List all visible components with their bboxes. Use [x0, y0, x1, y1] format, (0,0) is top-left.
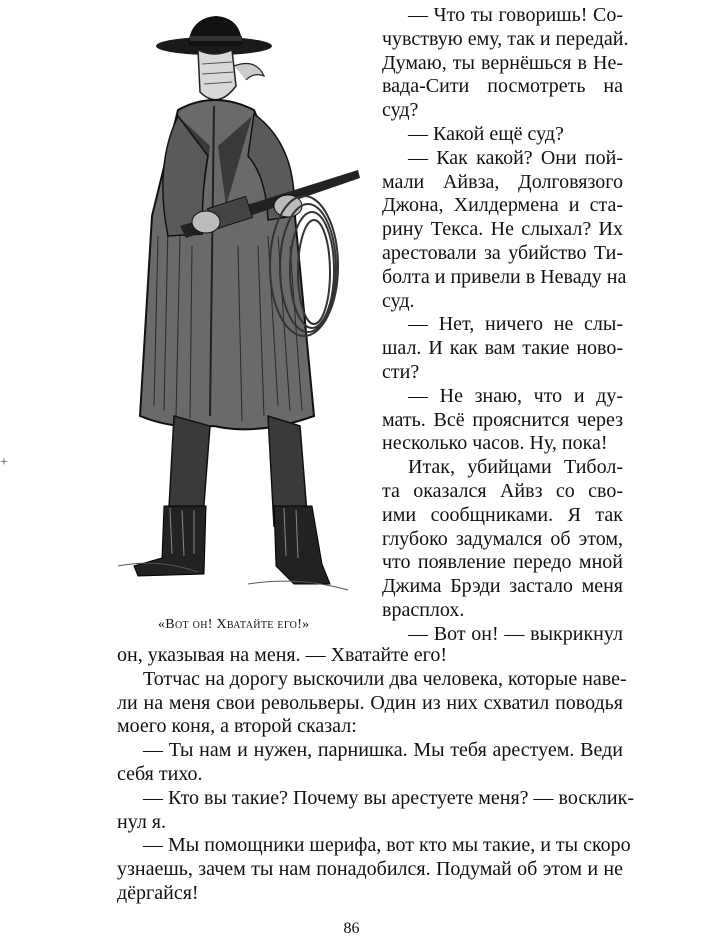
text-line: врасплох. [382, 599, 465, 621]
text-line: ли на меня свои револьверы. Один из них схватил поводья [117, 691, 623, 714]
text-line: болта и привели в Неваду на [382, 265, 627, 288]
text-line: — Мы помощники шерифа, вот кто мы такие, и ты скоро [143, 834, 631, 857]
text-line: узнаешь, зачем ты нам понадобился. Подумай об этом и не [117, 858, 623, 881]
text-line: глубоко задумался об этом, [382, 527, 623, 550]
text-line: что появление передо мной [382, 551, 623, 574]
text-line: Джона, Хилдермена и ста- [382, 194, 623, 217]
text-line: дёргайся! [117, 882, 199, 904]
text-line: — Какой ещё суд? [408, 123, 564, 145]
text-line: сти? [382, 361, 420, 383]
text-line: — Кто вы такие? Почему вы арестуете меня? — восклик- [143, 786, 634, 809]
text-line: мать. Всё прояснится через [382, 408, 623, 431]
text-line: та оказался Айвз со сво- [382, 480, 623, 502]
crop-mark: + [0, 455, 8, 470]
text-line: вада-Сити посмотреть на [382, 75, 623, 98]
text-line: Джима Брэди застало меня [382, 575, 623, 598]
text-line: суд. [382, 289, 415, 312]
text-line: — Что ты говоришь! Со- [408, 4, 623, 26]
text-line: рину Текса. Не слыхал? Их [382, 218, 623, 241]
text-line: ими сообщниками. Я так [382, 503, 623, 526]
text-line: мали Айвза, Долговязого [382, 170, 623, 193]
text-line: — Нет, ничего не слы- [408, 313, 623, 336]
text-line: несколько часов. Ну, пока! [382, 432, 608, 455]
cowboy-with-rifle-illustration [118, 6, 380, 606]
text-line: суд? [382, 99, 419, 122]
text-line: Думаю, ты вернёшься в Не- [382, 51, 623, 74]
text-line: он, указывая на меня. — Хватайте его! [117, 644, 448, 666]
text-line: арестовали за убийство Ти- [382, 242, 623, 264]
text-line: нул я. [117, 810, 167, 833]
text-line: себя тихо. [117, 763, 203, 785]
page-number: 86 [343, 920, 360, 937]
text-line: шал. И как вам такие ново- [382, 337, 623, 360]
text-line: чувствую ему, так и передай. [382, 27, 629, 50]
text-line: — Не знаю, что и ду- [408, 384, 623, 407]
text-line: — Ты нам и нужен, парнишка. Мы тебя арестуем. Веди [143, 739, 623, 762]
text-line: Тотчас на дорогу выскочили два человека, которые наве- [143, 667, 627, 690]
illustration-caption: «Вот он! Хватайте его!» [158, 617, 310, 632]
text-line: Итак, убийцами Тибол- [408, 456, 623, 479]
text-line: — Вот он! — выкрикнул [408, 622, 623, 645]
text-line: моего коня, а второй сказал: [117, 715, 357, 738]
text-line: — Как какой? Они пой- [408, 146, 623, 169]
